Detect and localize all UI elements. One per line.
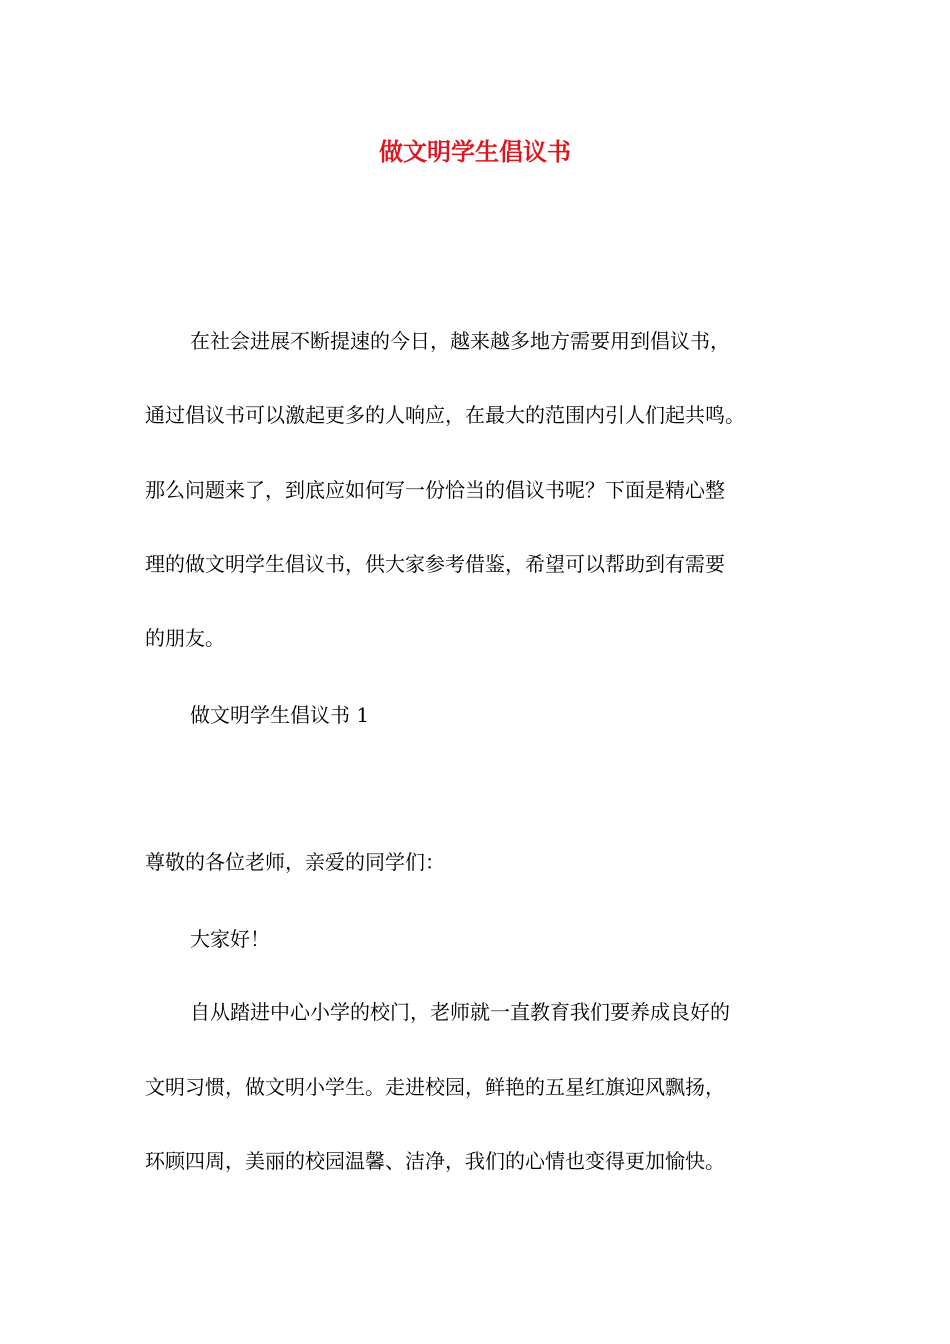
document-title: 做文明学生倡议书 xyxy=(379,137,571,166)
intro-line-1: 在社会进展不断提速的今日，越来越多地方需要用到倡议书， xyxy=(190,329,730,353)
intro-line-5: 的朋友。 xyxy=(145,626,225,650)
salutation: 尊敬的各位老师，亲爱的同学们： xyxy=(145,850,445,874)
intro-line-2: 通过倡议书可以激起更多的人响应，在最大的范围内引人们起共鸣。 xyxy=(145,403,745,427)
section-heading: 做文明学生倡议书 1 xyxy=(190,703,370,727)
body-line-2: 文明习惯，做文明小学生。走进校园，鲜艳的五星红旗迎风飘扬， xyxy=(145,1075,725,1099)
intro-line-3: 那么问题来了，到底应如何写一份恰当的倡议书呢？下面是精心整 xyxy=(145,478,725,502)
body-line-1: 自从踏进中心小学的校门，老师就一直教育我们要养成良好的 xyxy=(190,1000,730,1024)
body-line-3: 环顾四周，美丽的校园温馨、洁净，我们的心情也变得更加愉快。 xyxy=(145,1149,725,1173)
greeting: 大家好！ xyxy=(190,927,270,951)
intro-line-4: 理的做文明学生倡议书，供大家参考借鉴，希望可以帮助到有需要 xyxy=(145,552,725,576)
